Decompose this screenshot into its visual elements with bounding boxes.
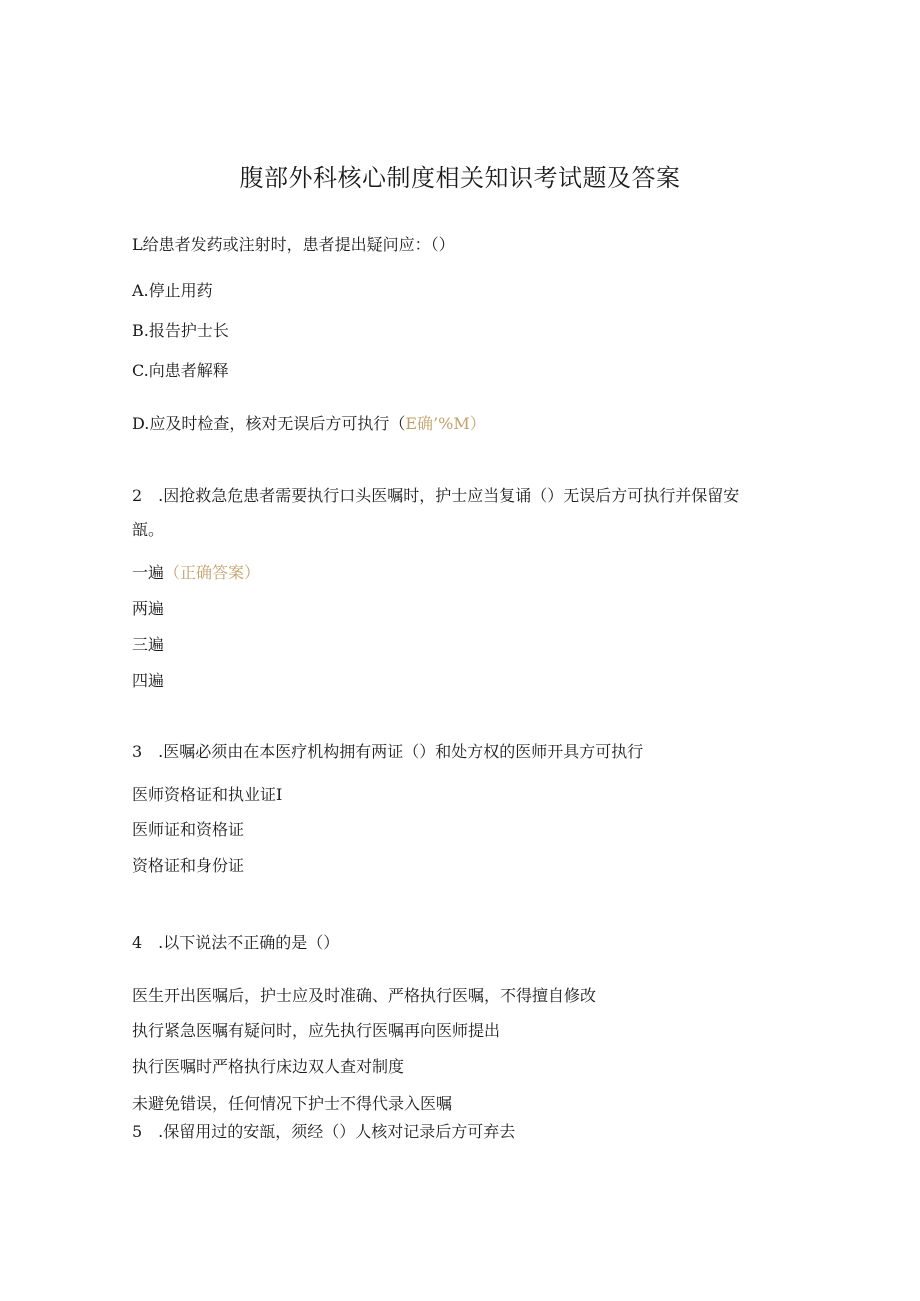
question-5-stem: 5 .保留用过的安瓿，须经（）人核对记录后方可弃去 bbox=[132, 1122, 516, 1141]
question-2-option-1-text: 一遍 bbox=[132, 563, 165, 582]
question-2-option-2: 两遍 bbox=[132, 599, 165, 618]
question-4-option-2: 执行紧急医嘱有疑问时，应先执行医嘱再向医师提出 bbox=[132, 1021, 501, 1040]
question-2-answer-mark: （正确答案） bbox=[164, 563, 261, 582]
question-1-option-d bbox=[132, 413, 486, 435]
question-2-stem-continued: 瓿。 bbox=[132, 520, 165, 539]
question-3-option-1: 医师资格证和执业证I bbox=[132, 785, 283, 804]
page-title: 腹部外科核心制度相关知识考试题及答案 bbox=[239, 164, 681, 192]
question-4-option-1: 医生开出医嘱后，护士应及时准确、严格执行医嘱，不得擅自修改 bbox=[132, 986, 597, 1005]
question-3-option-3: 资格证和身份证 bbox=[132, 856, 245, 875]
question-1-option-d-text: D.应及时检查，核对无误后方可执行（ bbox=[132, 414, 406, 433]
question-1-option-a: A.停止用药 bbox=[132, 281, 213, 300]
question-3-option-2: 医师证和资格证 bbox=[132, 820, 245, 839]
question-2-stem: 2 .因抢救急危患者需要执行口头医嘱时，护士应当复诵（）无误后方可执行并保留安 bbox=[132, 486, 740, 505]
question-1-option-c: C.向患者解释 bbox=[132, 361, 229, 380]
question-1-stem: L给患者发药或注射时，患者提出疑问应：（） bbox=[132, 235, 455, 254]
question-1-option-b: B.报告护士长 bbox=[132, 321, 229, 340]
question-2-option-1 bbox=[132, 562, 260, 584]
question-4-option-4: 未避免错误，任何情况下护士不得代录入医嘱 bbox=[132, 1094, 453, 1113]
question-4-option-3: 执行医嘱时严格执行床边双人查对制度 bbox=[132, 1057, 405, 1076]
question-4-stem: 4 .以下说法不正确的是（） bbox=[132, 933, 340, 952]
question-2-option-3: 三遍 bbox=[132, 635, 165, 654]
question-1-answer-mark: E确’%M） bbox=[405, 414, 486, 433]
question-2-option-4: 四遍 bbox=[132, 671, 165, 690]
question-3-stem: 3 .医嘱必须由在本医疗机构拥有两证（）和处方权的医师开具方可执行 bbox=[132, 742, 644, 761]
